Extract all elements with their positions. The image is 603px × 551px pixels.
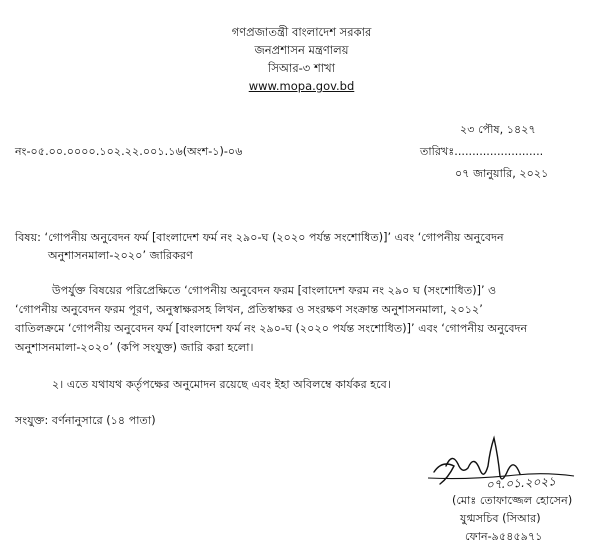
- section-name: সিআর-৩ শাখা: [268, 61, 335, 75]
- ministry-govt-line: গণপ্রজাতন্ত্রী বাংলাদেশ সরকার: [231, 25, 372, 39]
- memo-number: নং-০৫.০০.০০০০.১০২.২২.০০১.১৬(অংশ-১)-০৬: [15, 145, 243, 158]
- signatory-phone: ফোন-৯৫৪৫৯৭১: [465, 530, 543, 543]
- attachment-line: সংযুক্ত: বর্ণনানুসারে (১৪ পাতা): [15, 414, 156, 427]
- signatory-name: (মোঃ তোফাজ্জেল হোসেন): [452, 494, 573, 507]
- body-para1-line-3: বাতিলক্রমে ‘গোপনীয় অনুবেদন ফর্ম [বাংলাদেশ ফর্ম নং ২৯০-ঘ (২০২০ পর্যন্ত সংশোধিত)]’ এবং ‘গোপনীয় অনুবেদন: [15, 322, 528, 335]
- date-label: তারিখঃ.........................: [420, 145, 544, 158]
- body-para1-line-4: অনুশাসনমালা-২০২০’ (কপি সংযুক্ত) জারি করা হলো।: [15, 341, 254, 354]
- body-para2: ২। এতে যথাযথ কর্তৃপক্ষের অনুমোদন রয়েছে এবং ইহা অবিলম্বে কার্যকর হবে।: [52, 378, 391, 391]
- body-para1-line-1: উপর্যুক্ত বিষয়ের পরিপ্রেক্ষিতে ‘গোপনীয় অনুবেদন ফরম [বাংলাদেশ ফরম নং ২৯০ ঘ (সংশোধিত)]’ ও: [52, 284, 497, 297]
- signature-date: ০৭.০১.২০২১: [485, 474, 557, 492]
- date-bangla: ২৩ পৌষ, ১৪২৭: [460, 123, 536, 136]
- signatory-designation: যুগ্মসচিব (সিআর): [460, 512, 541, 525]
- ministry-name: জনপ্রশাসন মন্ত্রণালয়: [254, 43, 349, 57]
- subject-line-1: বিষয়: ‘গোপনীয় অনুবেদন ফর্ম [বাংলাদেশ ফর্ম নং ২৯০-ঘ (২০২০ পর্যন্ত সংশোধিত)]’ এবং ‘গোপনীয় অনুবেদন: [15, 231, 504, 244]
- website-line: [0, 79, 603, 93]
- body-para1-line-2: ‘গোপনীয় অনুবেদন ফরম পূরণ, অনুস্বাক্ষরসহ লিখন, প্রতিস্বাক্ষর ও সংরক্ষণ সংক্রান্ত অনুশাসনমালা, ২০১২’: [15, 303, 483, 316]
- date-english: ০৭ জানুয়ারি, ২০২১: [455, 167, 549, 180]
- website-link[interactable]: www.mopa.gov.bd: [248, 79, 355, 93]
- subject-line-2: অনুশাসনমালা-২০২০’ জারিকরণ: [48, 249, 193, 262]
